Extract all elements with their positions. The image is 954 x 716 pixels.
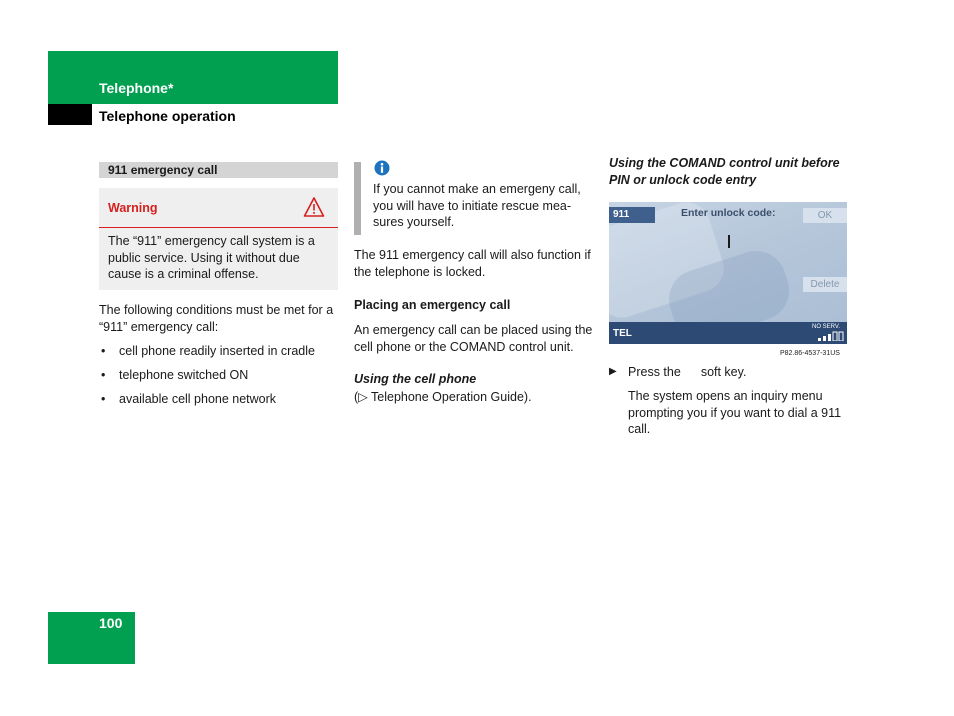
press-softkey-step: [628, 364, 746, 381]
comand-screen-image: [609, 202, 847, 344]
section-title: Telephone operation: [99, 108, 236, 124]
info-note-text: If you cannot make an emergeny call, you will have to initiate rescue mea-sures yourself.: [373, 182, 581, 229]
step-text-pre: Press the: [628, 365, 681, 379]
text-cursor: [728, 235, 730, 248]
screen-911-tag: 911: [609, 207, 655, 223]
figure-code: P82.86-4537-31US: [780, 350, 840, 357]
placing-call-heading: Placing an emergency call: [354, 298, 511, 312]
cellphone-heading: Using the cell phone: [354, 372, 477, 386]
screen-title: Enter unlock code:: [681, 207, 776, 219]
conditions-intro: The following conditions must be met for a “911” emergency call:: [99, 303, 334, 334]
step-arrow-icon: ▶: [609, 366, 617, 377]
screen-no-service-label: NO SERV.: [812, 324, 841, 330]
warning-divider: [99, 227, 338, 228]
info-icon: [374, 160, 390, 176]
cellphone-reference: (▷ Telephone Operation Guide).: [354, 390, 532, 404]
screen-ok-softkey: OK: [803, 208, 847, 223]
page-number: 100: [99, 615, 123, 631]
warning-text: The “911” emergency call system is a public service. Using it without due cause is a criminal offense.: [108, 234, 315, 281]
signal-strength-icon: [817, 331, 845, 341]
placing-call-text: An emergency call can be placed using the cell phone or the COMAND control unit.: [354, 323, 593, 354]
step-result-text: The system opens an inquiry menu prompting you if you want to dial a 911 call.: [628, 389, 842, 436]
screen-delete-softkey: Delete: [803, 277, 847, 292]
screen-status-bar: [609, 322, 847, 344]
info-note-bar: [354, 162, 361, 235]
step-text-post: soft key.: [700, 365, 747, 379]
list-item: • available cell phone network: [99, 391, 341, 415]
warning-triangle-icon: [303, 196, 325, 218]
chapter-header-band: [48, 51, 338, 104]
list-item: • telephone switched ON: [99, 367, 341, 391]
conditions-list: [99, 343, 341, 415]
comand-heading: Using the COMAND control unit before PIN or unlock code entry: [609, 156, 840, 187]
list-item: • cell phone readily inserted in cradle: [99, 343, 341, 367]
subheading-911-emergency-call: 911 emergency call: [108, 163, 218, 177]
screen-tel-label: TEL: [613, 328, 632, 339]
locked-phone-note: The 911 emergency call will also function if the telephone is locked.: [354, 248, 591, 279]
section-marker-tab: [48, 104, 92, 125]
warning-label: Warning: [108, 201, 158, 215]
chapter-title: Telephone*: [99, 80, 174, 96]
